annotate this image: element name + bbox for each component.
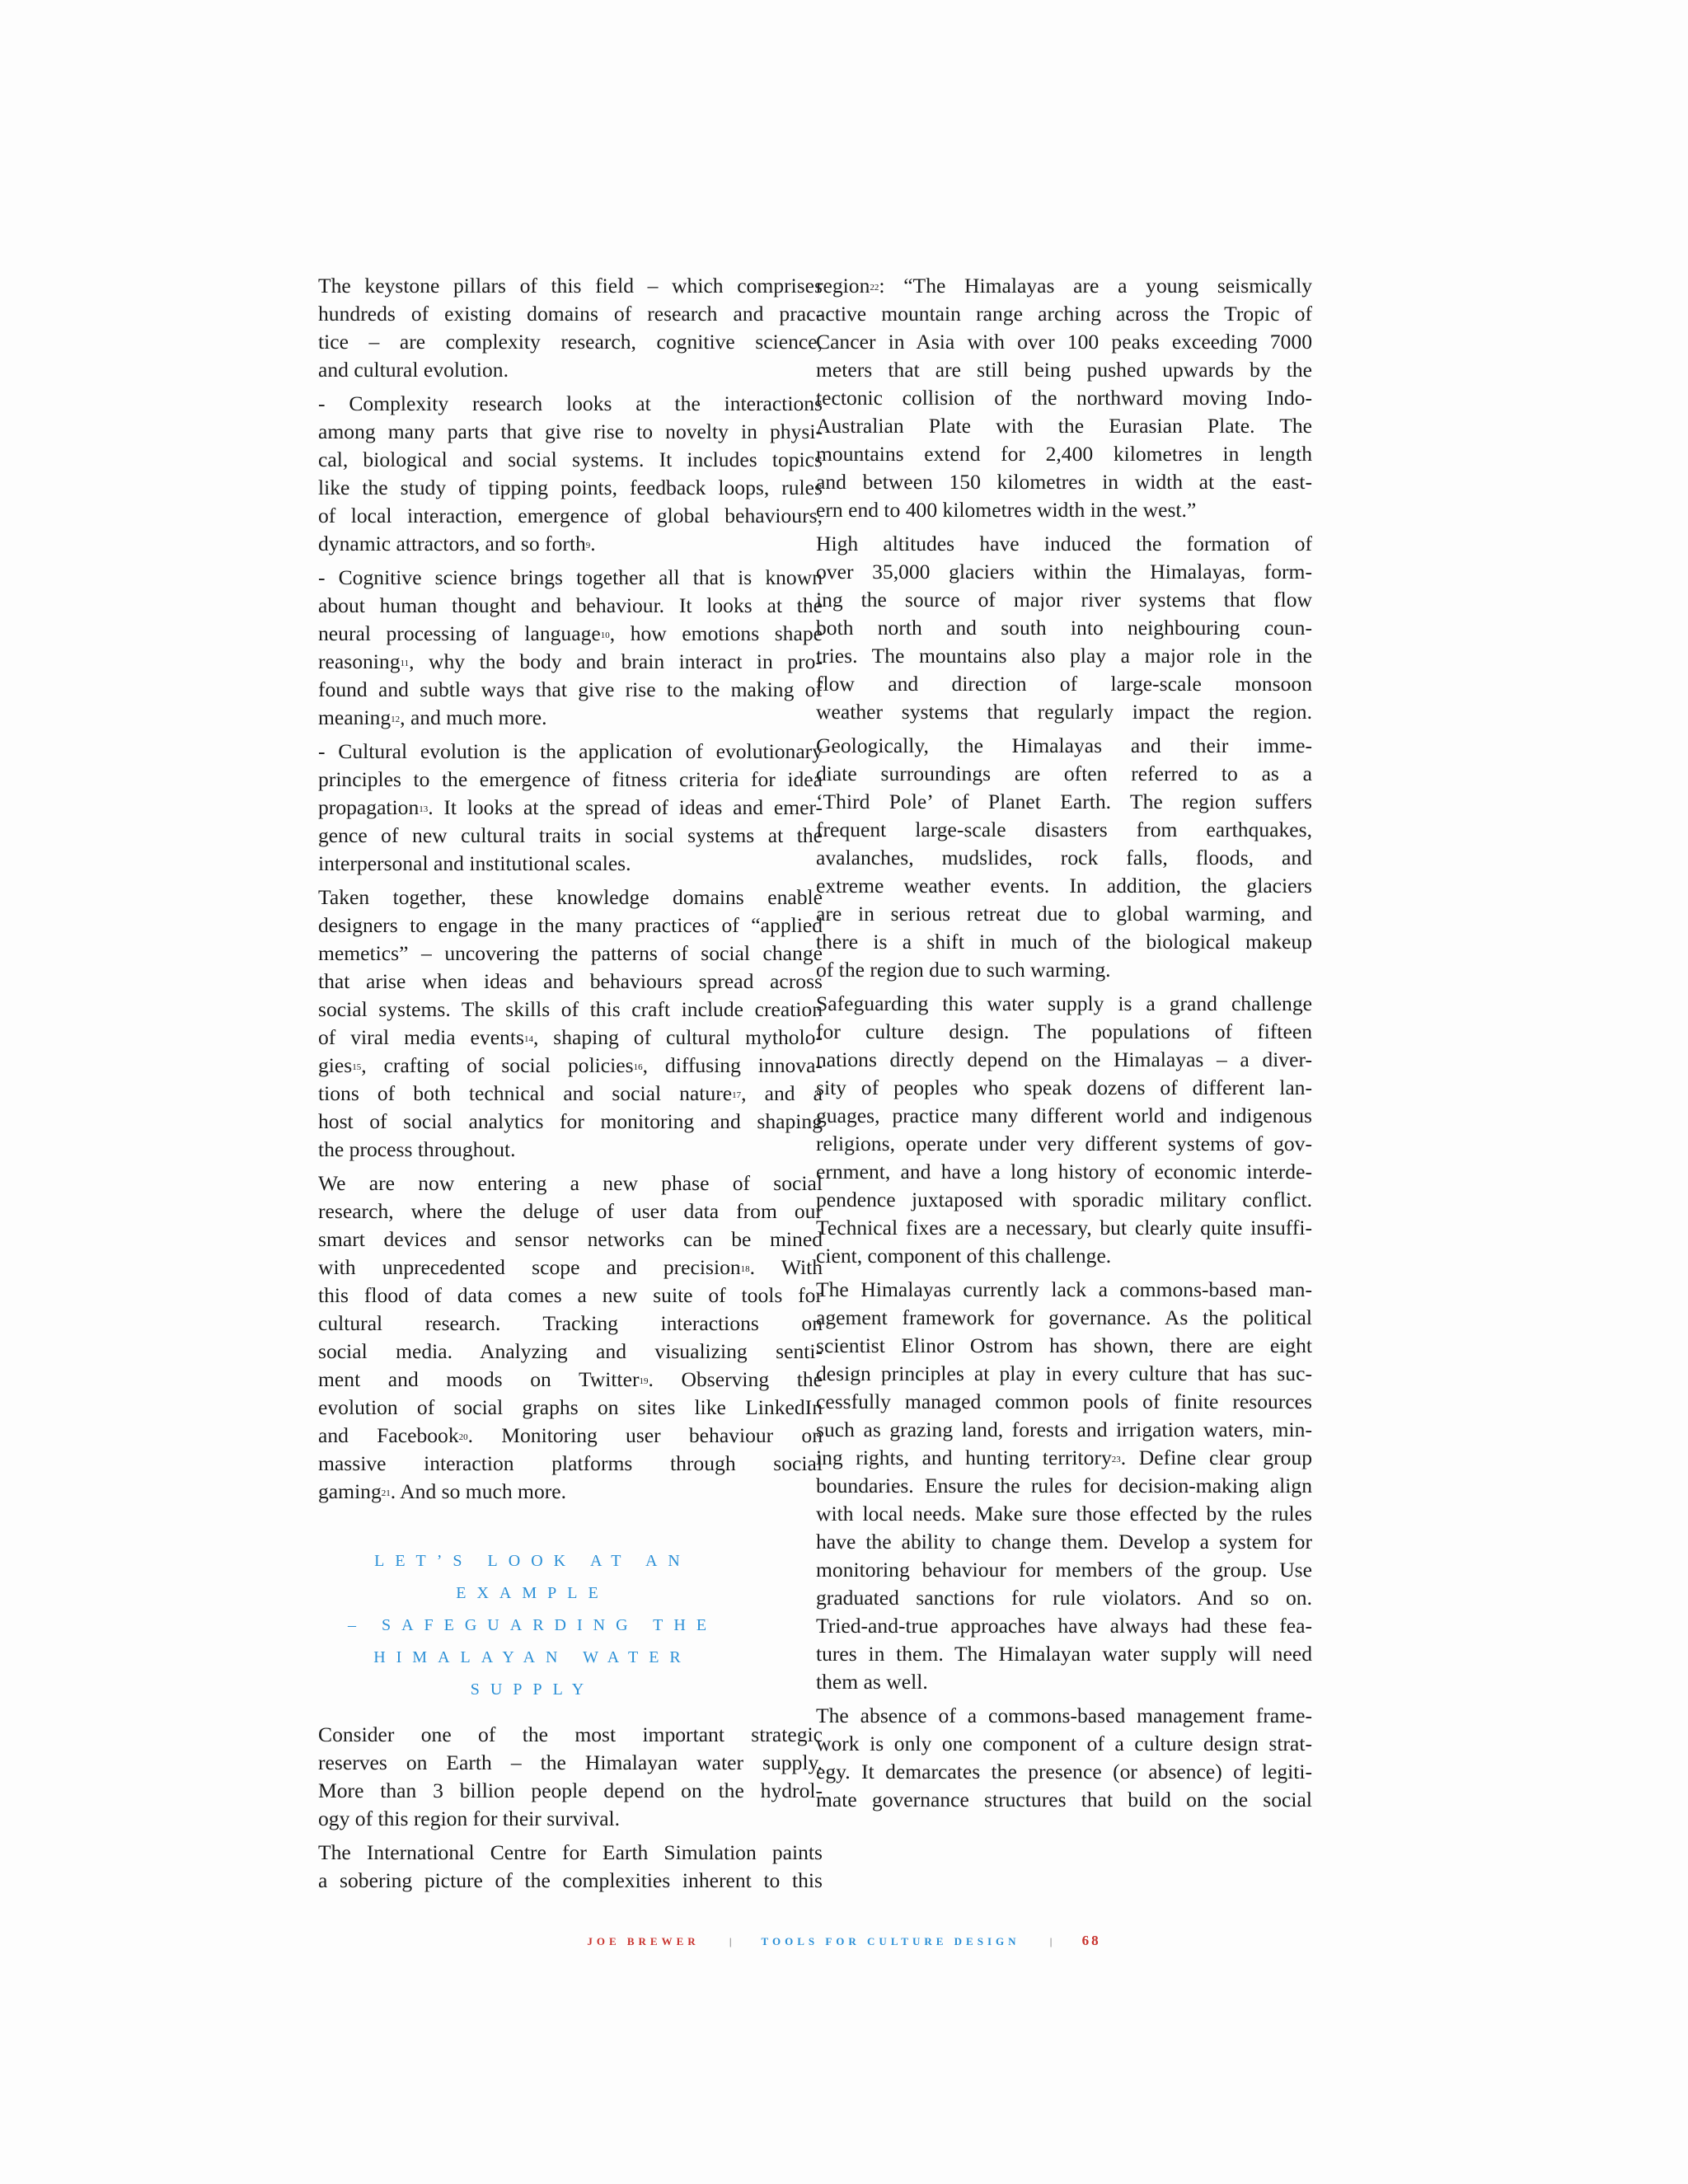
text-line: Taken together, these knowledge domains enable [318, 885, 823, 909]
text-line: tures in them. The Himalayan water supply will need [816, 1642, 1312, 1666]
text-line [318, 1080, 823, 1108]
text-line: nations directly depend on the Himalayas – a diver- [816, 1047, 1312, 1071]
text-line: egy. It demarcates the presence (or absence) of legiti- [816, 1760, 1312, 1783]
text-line: research, where the deluge of user data from our [318, 1199, 823, 1223]
text-line: like the study of tipping points, feedback loops, rules [318, 476, 823, 499]
heading-line: HIMALAYAN WATER SUPPLY [373, 1648, 692, 1699]
text-line [318, 648, 823, 676]
text-line: tectonic collision of the northward moving Indo- [816, 386, 1312, 410]
text-run: , and much more. [400, 705, 547, 729]
text-line: frequent large-scale disasters from earthquakes, [816, 818, 1312, 841]
text-run: , how emotions shape [609, 621, 823, 645]
paragraph [318, 1839, 823, 1895]
text-line [318, 1024, 823, 1052]
footnote-ref: 18 [740, 1264, 750, 1274]
text-run: with unprecedented scope and precision [318, 1255, 741, 1279]
text-line: religions, operate under very different systems of gov- [816, 1132, 1312, 1155]
footer-book-title: TOOLS FOR CULTURE DESIGN [761, 1935, 1020, 1947]
text-run: , shaping of cultural mytholo- [532, 1025, 823, 1049]
text-line: interpersonal and institutional scales. [318, 851, 631, 875]
text-line: - Cultural evolution is the application of evolutionary [318, 739, 823, 763]
text-line: found and subtle ways that give rise to the making of [318, 677, 823, 701]
paragraph [318, 1169, 823, 1506]
text-run: ment and moods on Twitter [318, 1367, 640, 1391]
text-line: and between 150 kilometres in width at the east- [816, 470, 1312, 494]
text-run: region [816, 274, 870, 298]
text-line: of local interaction, emergence of global behaviours, [318, 504, 823, 527]
footer-author: JOE BREWER [587, 1935, 700, 1947]
text-line: reserves on Earth – the Himalayan water supply. [318, 1750, 823, 1774]
text-line: ogy of this region for their survival. [318, 1807, 621, 1830]
paragraph [318, 738, 823, 878]
text-run: , and a [741, 1081, 823, 1105]
text-line: gence of new cultural traits in social systems at the [318, 823, 823, 847]
text-line: have the ability to change them. Develop a system for [816, 1530, 1312, 1554]
text-line: host of social analytics for monitoring and shaping [318, 1109, 823, 1133]
right-column [816, 272, 1312, 1820]
text-run: ing rights, and hunting territory [816, 1446, 1112, 1469]
footnote-ref: 14 [523, 1034, 533, 1044]
footnote-ref: 11 [400, 658, 410, 668]
text-line: among many parts that give rise to novelty in physi- [318, 419, 823, 443]
text-line [318, 620, 823, 648]
text-line: this flood of data comes a new suite of tools for [318, 1283, 823, 1307]
paragraph [816, 1276, 1312, 1696]
text-line: there is a shift in much of the biological makeup [816, 930, 1312, 954]
text-line: Safeguarding this water supply is a grand challenge [816, 991, 1312, 1015]
text-line: meters that are still being pushed upwards by the [816, 358, 1312, 382]
text-line: both north and south into neighbouring coun- [816, 616, 1312, 640]
footnote-ref: 15 [352, 1062, 362, 1072]
footer-separator: | [729, 1935, 732, 1947]
text-line: flow and direction of large-scale monsoon [816, 672, 1312, 696]
text-run: and Facebook [318, 1423, 459, 1447]
text-line: the process throughout. [318, 1137, 516, 1161]
text-line: weather systems that regularly impact the region. [816, 700, 1312, 724]
text-run: . Monitoring user behaviour on [467, 1423, 823, 1447]
text-line [318, 794, 823, 822]
text-line: cultural research. Tracking interactions on [318, 1311, 823, 1335]
text-line [318, 1052, 823, 1080]
text-line: The Himalayas currently lack a commons-based man- [816, 1277, 1312, 1301]
text-line: Consider one of the most important strategic [318, 1722, 823, 1746]
heading-line: – SAFEGUARDING THE [347, 1616, 718, 1634]
text-line: diate surroundings are often referred to as a [816, 762, 1312, 785]
text-line: Australian Plate with the Eurasian Plate. The [816, 414, 1312, 438]
text-line: smart devices and sensor networks can be mined [318, 1227, 823, 1251]
paragraph [816, 1702, 1312, 1814]
text-line: ‘Third Pole’ of Planet Earth. The region suffers [816, 790, 1312, 813]
paragraph [816, 530, 1312, 726]
text-line: Tried-and-true approaches have always had these fea- [816, 1614, 1312, 1638]
text-run: neural processing of language [318, 621, 601, 645]
paragraph [318, 1721, 823, 1833]
footnote-ref: 17 [732, 1090, 742, 1100]
text-line: principles to the emergence of fitness criteria for idea [318, 767, 823, 791]
text-run: . With [749, 1255, 823, 1279]
text-line: - Cognitive science brings together all that is known [318, 565, 823, 589]
section-heading [318, 1545, 747, 1706]
text-line: pendence juxtaposed with sporadic military conflict. [816, 1188, 1312, 1212]
text-line [318, 1254, 823, 1282]
text-line: Cancer in Asia with over 100 peaks exceeding 7000 [816, 330, 1312, 354]
text-line: about human thought and behaviour. It looks at the [318, 593, 823, 617]
text-line: agement framework for governance. As the political [816, 1305, 1312, 1329]
text-line: More than 3 billion people depend on the hydrol- [318, 1779, 823, 1802]
text-line: cal, biological and social systems. It includes topics [318, 448, 823, 471]
text-line: graduated sanctions for rule violators. And so on. [816, 1586, 1312, 1610]
text-line [318, 704, 823, 732]
footnote-ref: 13 [419, 804, 429, 814]
text-line: ing the source of major river systems that flow [816, 588, 1312, 612]
text-run: tions of both technical and social nature [318, 1081, 733, 1105]
text-line: with local needs. Make sure those effected by the rules [816, 1502, 1312, 1526]
text-run: of viral media events [318, 1025, 524, 1049]
text-line [816, 1444, 1312, 1472]
text-line: memetics” – uncovering the patterns of social change [318, 941, 823, 965]
text-line: and cultural evolution. [318, 358, 509, 382]
text-run: . [590, 532, 596, 555]
text-line: cessfully managed common pools of finite resources [816, 1390, 1312, 1413]
footnote-ref: 9 [585, 541, 591, 551]
text-run: dynamic attractors, and so forth [318, 532, 586, 555]
text-line: design principles at play in every culture that has suc- [816, 1361, 1312, 1385]
paragraph [318, 390, 823, 558]
text-run: gies [318, 1053, 353, 1077]
text-line: over 35,000 glaciers within the Himalayas, form- [816, 560, 1312, 583]
text-line: - Complexity research looks at the interactions [318, 391, 823, 415]
text-run: , diffusing innova- [642, 1053, 823, 1077]
left-column [318, 272, 823, 1900]
text-line: active mountain range arching across the Tropic of [816, 302, 1312, 326]
paragraph [318, 883, 823, 1164]
footnote-ref: 16 [633, 1062, 643, 1072]
text-line: sity of peoples who speak dozens of different lan- [816, 1076, 1312, 1099]
text-line: ernment, and have a long history of economic interde- [816, 1160, 1312, 1183]
text-run: gaming [318, 1479, 382, 1503]
text-line: Geologically, the Himalayas and their imme- [816, 733, 1312, 757]
text-line: We are now entering a new phase of social [318, 1171, 823, 1195]
text-line: cient, component of this challenge. [816, 1244, 1112, 1268]
text-line: massive interaction platforms through social [318, 1451, 823, 1475]
text-line: mate governance structures that build on the social [816, 1788, 1312, 1811]
footnote-ref: 10 [600, 630, 610, 640]
text-line [318, 1366, 823, 1394]
text-line: The International Centre for Earth Simulation paints [318, 1840, 823, 1864]
paragraph [318, 564, 823, 732]
footnote-ref: 20 [458, 1432, 468, 1442]
text-run: , crafting of social policies [361, 1053, 634, 1077]
text-line: social systems. The skills of this craft include creation [318, 997, 823, 1021]
heading-line: LET’S LOOK AT AN EXAMPLE [374, 1552, 691, 1602]
text-run: . Observing the [648, 1367, 823, 1391]
text-line: mountains extend for 2,400 kilometres in length [816, 442, 1312, 466]
text-line: that arise when ideas and behaviours spread across [318, 969, 823, 993]
text-line [318, 1422, 823, 1450]
text-line: designers to engage in the many practices of “applied [318, 913, 823, 937]
footnote-ref: 23 [1111, 1455, 1121, 1465]
text-line: evolution of social graphs on sites like LinkedIn [318, 1395, 823, 1419]
text-run: , why the body and brain interact in pro- [409, 649, 823, 673]
footnote-ref: 19 [639, 1376, 649, 1386]
text-line: of the region due to such warming. [816, 958, 1111, 982]
footnote-ref: 22 [870, 283, 879, 293]
text-line: tice – are complexity research, cognitive science, [318, 330, 823, 354]
text-line: ern end to 400 kilometres width in the west.” [816, 498, 1197, 522]
text-line: extreme weather events. In addition, the glaciers [816, 874, 1312, 898]
text-run: : “The Himalayas are a young seismically [879, 274, 1312, 298]
text-line: monitoring behaviour for members of the group. Use [816, 1558, 1312, 1582]
text-line: avalanches, mudslides, rock falls, floods, and [816, 846, 1312, 869]
text-line: High altitudes have induced the formation of [816, 532, 1312, 555]
text-run: meaning [318, 705, 392, 729]
text-line [318, 530, 823, 558]
text-run: . It looks at the spread of ideas and emer- [428, 795, 823, 819]
text-line: boundaries. Ensure the rules for decision-making align [816, 1474, 1312, 1497]
paragraph [318, 272, 823, 384]
paragraph [816, 732, 1312, 984]
text-line [816, 272, 1312, 300]
text-line: The absence of a commons-based management frame- [816, 1704, 1312, 1727]
text-line: such as grazing land, forests and irrigation waters, min- [816, 1418, 1312, 1441]
footer-separator: | [1049, 1935, 1053, 1947]
text-run: . Define clear group [1120, 1446, 1313, 1469]
paragraph [816, 272, 1312, 524]
footnote-ref: 21 [381, 1488, 391, 1498]
text-line: work is only one component of a culture design strat- [816, 1732, 1312, 1755]
text-line: The keystone pillars of this field – which comprises [318, 274, 823, 298]
text-line: are in serious retreat due to global warming, and [816, 902, 1312, 926]
text-line: for culture design. The populations of fifteen [816, 1019, 1312, 1043]
text-run: . And so much more. [390, 1479, 567, 1503]
text-line: social media. Analyzing and visualizing senti- [318, 1339, 823, 1363]
text-line: Technical fixes are a necessary, but clearly quite insuffi- [816, 1216, 1312, 1240]
text-line: tries. The mountains also play a major role in the [816, 644, 1312, 668]
text-line: them as well. [816, 1670, 928, 1694]
text-line: guages, practice many different world and indigenous [816, 1104, 1312, 1127]
footnote-ref: 12 [391, 715, 401, 724]
text-line [318, 1478, 823, 1506]
text-line: scientist Elinor Ostrom has shown, there are eight [816, 1333, 1312, 1357]
text-line: hundreds of existing domains of research and prac- [318, 302, 823, 326]
text-run: propagation [318, 795, 420, 819]
page-footer [0, 1933, 1688, 1949]
text-line: a sobering picture of the complexities inherent to this [318, 1868, 823, 1892]
page-number: 68 [1081, 1933, 1101, 1948]
text-run: reasoning [318, 649, 401, 673]
paragraph [816, 990, 1312, 1270]
